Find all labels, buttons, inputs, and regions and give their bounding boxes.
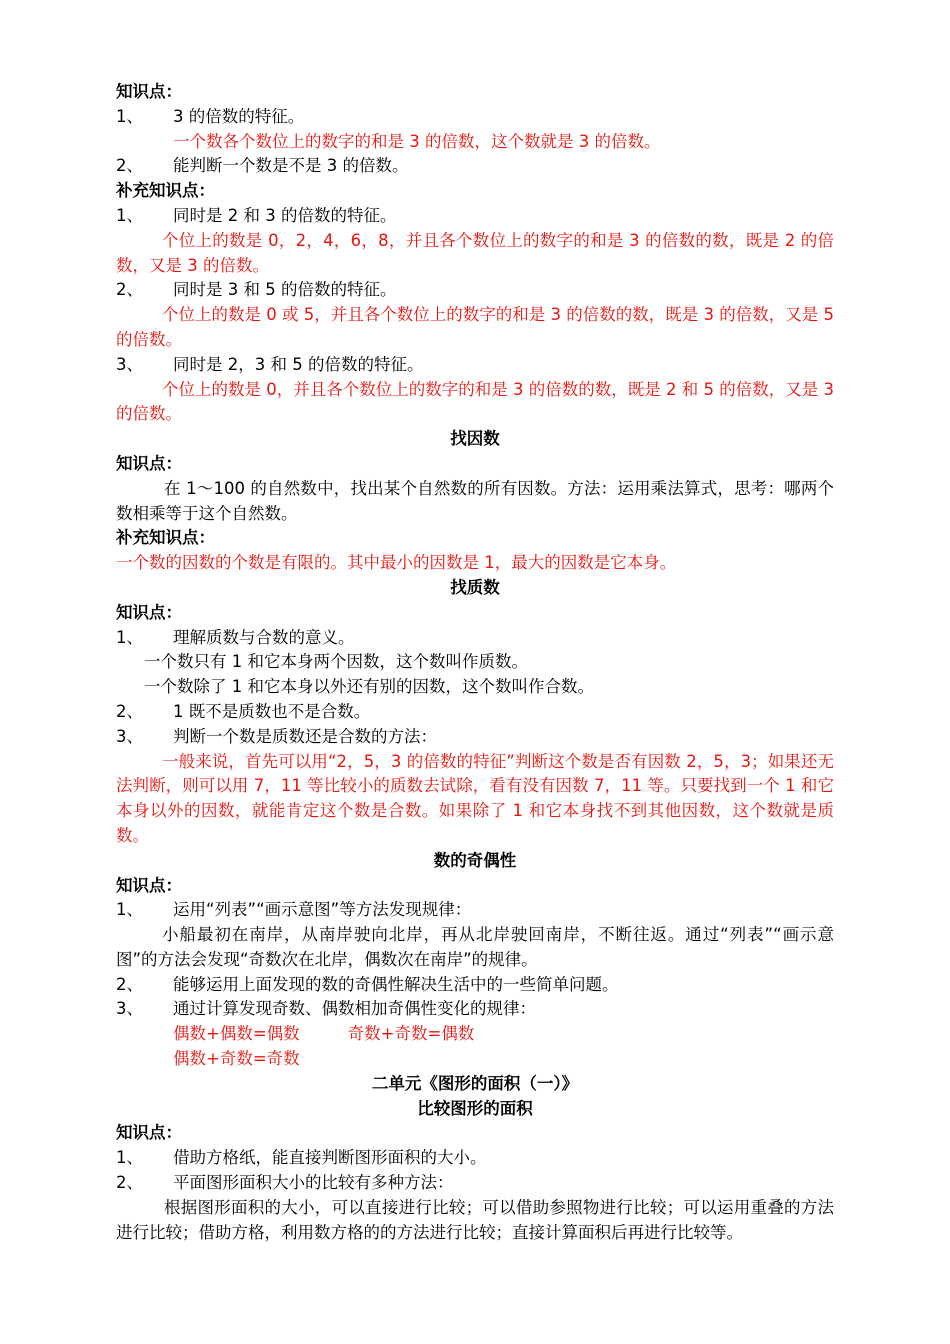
key-point-paragraph: 个位上的数是 0，并且各个数位上的数字的和是 3 的倍数的数，既是 2 和 5 的倍数，又是 3 的倍数。	[116, 379, 834, 424]
item-number: 1、	[116, 106, 143, 126]
item-text: 1 既不是质数也不是合数。	[173, 701, 371, 721]
item-text: 理解质数与合数的意义。	[173, 627, 355, 647]
numbered-item	[116, 353, 834, 378]
rule-pair	[116, 1022, 834, 1047]
numbered-item	[116, 204, 834, 229]
item-number: 2、	[116, 701, 143, 721]
numbered-item	[116, 1171, 834, 1196]
item-text: 能够运用上面发现的数的奇偶性解决生活中的一些简单问题。	[173, 974, 619, 994]
item-text: 能判断一个数是不是 3 的倍数。	[173, 156, 409, 176]
numbered-item	[116, 997, 834, 1022]
numbered-item	[116, 973, 834, 998]
section-title: 二单元《图形的面积（一）》	[371, 1073, 579, 1093]
section-heading: 知识点：	[116, 1123, 182, 1143]
item-text: 通过计算发现奇数、偶数相加奇偶性变化的规律：	[173, 999, 536, 1019]
item-number: 2、	[116, 280, 143, 300]
section-title: 找因数	[450, 429, 500, 449]
body-paragraph: 小船最初在南岸，从南岸驶向北岸，再从北岸驶回南岸，不断往返。通过“列表”“画示意图”的方法会发现“奇数次在北岸，偶数次在南岸”的规律。	[116, 925, 834, 969]
item-text: 平面图形面积大小的比较有多种方法：	[173, 1173, 454, 1193]
numbered-item	[116, 278, 834, 303]
item-text: 同时是 3 和 5 的倍数的特征。	[173, 280, 397, 300]
item-text: 判断一个数是质数还是合数的方法：	[173, 726, 437, 746]
section-heading: 知识点：	[116, 82, 182, 101]
definition-line: 一个数只有 1 和它本身两个因数，这个数叫作质数。	[144, 652, 528, 672]
section-heading: 补充知识点：	[116, 181, 215, 201]
item-number: 3、	[116, 999, 143, 1019]
section-heading: 知识点：	[116, 453, 182, 473]
numbered-item	[116, 898, 834, 923]
item-number: 3、	[116, 726, 143, 746]
rule-text: 偶数+偶数=偶数	[173, 1024, 300, 1044]
key-point: 一个数的因数的个数是有限的。其中最小的因数是 1，最大的因数是它本身。	[116, 553, 677, 573]
section-title: 找质数	[450, 577, 500, 597]
item-number: 1、	[116, 205, 143, 225]
rule-text: 奇数+奇数=偶数	[347, 1024, 475, 1044]
key-point-paragraph: 一般来说，首先可以用“2，5，3 的倍数的特征”判断这个数是否有因数 2，5，3；如果还无法判断，则可以用 7，11 等比较小的质数去试除，看有没有因数 7，11 等。只要找到一个 1 和它本身以外的因数，就能肯定这个数是合数。如果除了 1 和它本身找不到其他因数，这个数就是质数。	[116, 751, 834, 845]
item-text: 同时是 2 和 3 的倍数的特征。	[173, 205, 397, 225]
numbered-item	[116, 626, 834, 651]
numbered-item	[116, 700, 834, 725]
numbered-item	[116, 725, 834, 750]
item-number: 2、	[116, 156, 143, 176]
body-paragraph: 在 1～100 的自然数中，找出某个自然数的所有因数。方法：运用乘法算式，思考：哪两个数相乘等于这个自然数。	[116, 478, 834, 523]
item-number: 1、	[116, 627, 143, 647]
item-text: 同时是 2，3 和 5 的倍数的特征。	[173, 354, 424, 374]
item-number: 3、	[116, 354, 143, 374]
numbered-item	[116, 1146, 834, 1171]
section-heading: 补充知识点：	[116, 528, 215, 548]
item-number: 1、	[116, 900, 143, 920]
item-text: 借助方格纸，能直接判断图形面积的大小。	[173, 1148, 487, 1168]
section-title: 数的奇偶性	[433, 850, 517, 870]
key-point-paragraph: 个位上的数是 0，2，4，6，8，并且各个数位上的数字的和是 3 的倍数的数，既是 2 的倍数，又是 3 的倍数。	[116, 230, 834, 275]
numbered-item	[116, 105, 834, 130]
document-body	[116, 80, 834, 1245]
item-number: 2、	[116, 1173, 143, 1193]
definition-line: 一个数除了 1 和它本身以外还有别的因数，这个数叫作合数。	[144, 677, 594, 697]
item-text: 3 的倍数的特征。	[173, 106, 305, 126]
body-paragraph: 根据图形面积的大小，可以直接进行比较；可以借助参照物进行比较；可以运用重叠的方法进行比较；借助方格，利用数方格的的方法进行比较；直接计算面积后再进行比较等。	[116, 1197, 834, 1242]
key-point-paragraph: 个位上的数是 0 或 5，并且各个数位上的数字的和是 3 的倍数的数，既是 3 的倍数，又是 5 的倍数。	[116, 305, 834, 349]
key-point: 偶数+奇数=奇数	[173, 1049, 300, 1069]
key-point: 一个数各个数位上的数字的和是 3 的倍数，这个数就是 3 的倍数。	[173, 131, 661, 151]
section-heading: 知识点：	[116, 602, 182, 622]
item-number: 1、	[116, 1148, 143, 1168]
item-number: 2、	[116, 974, 143, 994]
section-heading: 知识点：	[116, 875, 182, 895]
section-title: 比较图形的面积	[417, 1098, 533, 1118]
numbered-item	[116, 154, 834, 179]
item-text: 运用“列表”“画示意图”等方法发现规律：	[173, 900, 472, 920]
